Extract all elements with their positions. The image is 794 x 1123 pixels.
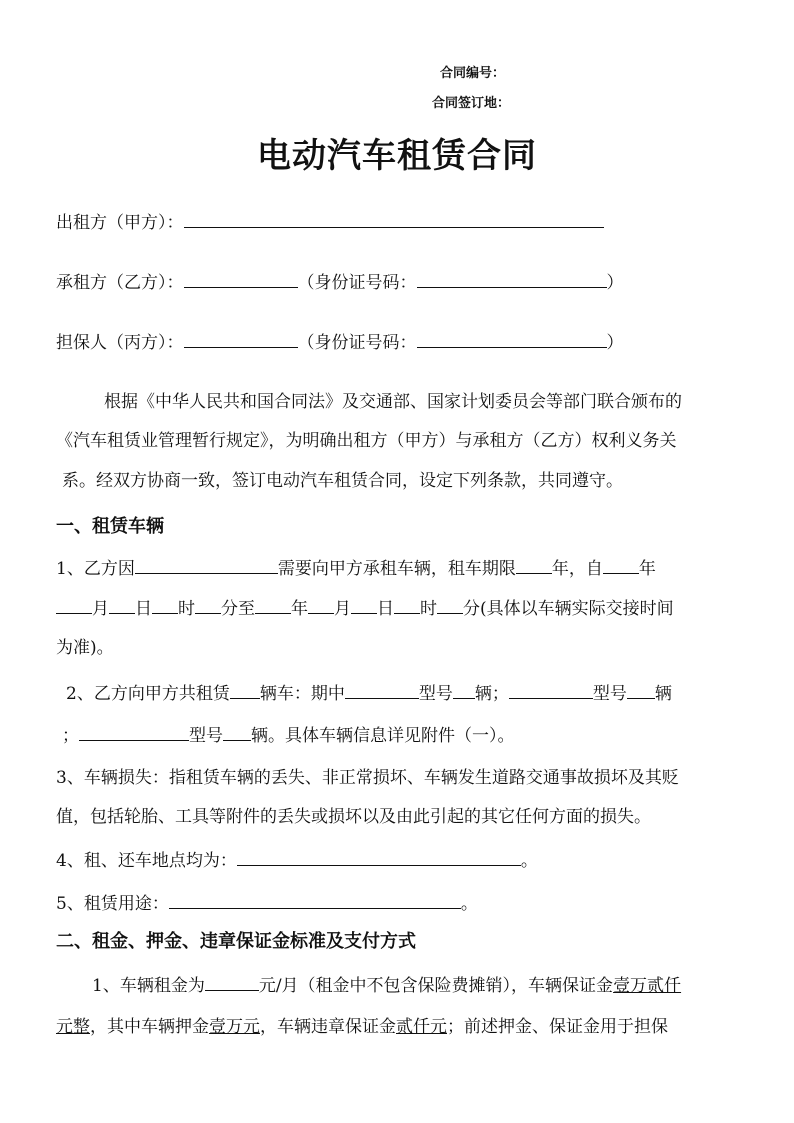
lessee-line bbox=[56, 271, 624, 294]
document-title: 电动汽车租赁合同 bbox=[257, 136, 537, 176]
blank[interactable] bbox=[109, 597, 135, 614]
blank[interactable] bbox=[230, 682, 260, 699]
id-close: ） bbox=[606, 273, 624, 293]
id-label: （身份证号码： bbox=[297, 273, 417, 293]
blank[interactable] bbox=[255, 597, 291, 614]
text-segment: 。 bbox=[460, 894, 478, 914]
clause-2-1-cont bbox=[56, 1016, 668, 1038]
blank[interactable] bbox=[453, 682, 475, 699]
text-segment: 壹万贰仟 bbox=[613, 976, 682, 996]
preamble-line: 《汽车租赁业管理暂行规定》，为明确出租方（甲方）与承租方（乙方）权利义务关 bbox=[56, 431, 677, 451]
preamble-line: 根据《中华人民共和国合同法》及交通部、国家计划委员会等部门联合颁布的 bbox=[104, 392, 682, 412]
text-segment: 型号 bbox=[592, 684, 627, 704]
text-segment: ，车辆违章保证金 bbox=[260, 1017, 396, 1037]
clause-1-2 bbox=[66, 682, 672, 705]
guarantor-label: 担保人（丙方）： bbox=[56, 333, 184, 353]
guarantor-line bbox=[56, 331, 624, 354]
clause-1-2-cont bbox=[62, 724, 515, 747]
preamble-line: 系。经双方协商一致，签订电动汽车租赁合同，设定下列条款，共同遵守。 bbox=[62, 471, 623, 491]
text-segment: 时 bbox=[178, 599, 195, 619]
blank[interactable] bbox=[223, 724, 251, 741]
text-segment: 日 bbox=[377, 599, 394, 619]
text-segment: 1、车辆租金为 bbox=[92, 976, 205, 996]
blank[interactable] bbox=[195, 597, 221, 614]
text-segment: 壹万元 bbox=[209, 1017, 260, 1037]
clause-1-1-end: 为准)。 bbox=[56, 638, 114, 658]
clause-1-1 bbox=[56, 557, 656, 580]
clause-1-5 bbox=[56, 892, 478, 915]
location-blank[interactable] bbox=[237, 849, 521, 866]
text-segment: 1、乙方因 bbox=[56, 559, 135, 579]
blank[interactable] bbox=[627, 682, 655, 699]
lessor-line bbox=[56, 211, 604, 234]
signing-place-label: 合同签订地： bbox=[432, 96, 511, 111]
section-heading: 二、租金、押金、违章保证金标准及支付方式 bbox=[56, 931, 416, 952]
text-segment: 月 bbox=[92, 599, 109, 619]
text-segment: 分至 bbox=[221, 599, 255, 619]
text-segment: 辆 bbox=[654, 684, 672, 704]
contract-number-label: 合同编号： bbox=[440, 66, 506, 81]
text-segment: 2、乙方向甲方共租赁 bbox=[66, 684, 230, 704]
lessor-blank[interactable] bbox=[184, 211, 604, 228]
text-segment: 5、租赁用途： bbox=[56, 894, 169, 914]
blank[interactable] bbox=[437, 597, 463, 614]
blank[interactable] bbox=[152, 597, 178, 614]
text-segment: 贰仟元 bbox=[396, 1017, 447, 1037]
blank[interactable] bbox=[345, 682, 419, 699]
blank[interactable] bbox=[79, 724, 189, 741]
clause-1-1-cont bbox=[56, 597, 674, 620]
term-blank[interactable] bbox=[516, 557, 552, 574]
text-segment: 元/月（租金中不包含保险费摊销），车辆保证金 bbox=[258, 976, 614, 996]
text-segment: 时 bbox=[420, 599, 437, 619]
rent-blank[interactable] bbox=[205, 974, 259, 991]
reason-blank[interactable] bbox=[135, 557, 278, 574]
lessee-id-blank[interactable] bbox=[417, 271, 607, 288]
text-segment: ，其中车辆押金 bbox=[90, 1017, 209, 1037]
section-heading: 一、租赁车辆 bbox=[56, 516, 164, 537]
text-segment: 年 bbox=[638, 559, 656, 579]
guarantor-id-blank[interactable] bbox=[417, 331, 607, 348]
text-segment: 月 bbox=[334, 599, 351, 619]
text-segment: 。 bbox=[520, 851, 538, 871]
blank[interactable] bbox=[351, 597, 377, 614]
lessor-label: 出租方（甲方）： bbox=[56, 213, 184, 233]
text-segment: 分(具体以车辆实际交接时间 bbox=[463, 599, 674, 619]
text-segment: 需要向甲方承租车辆，租车期限 bbox=[277, 559, 516, 579]
guarantor-name-blank[interactable] bbox=[184, 331, 298, 348]
lessee-name-blank[interactable] bbox=[184, 271, 298, 288]
text-segment: 型号 bbox=[189, 726, 223, 746]
text-segment: ； bbox=[62, 726, 79, 746]
blank[interactable] bbox=[509, 682, 593, 699]
text-segment: 日 bbox=[135, 599, 152, 619]
clause-2-1 bbox=[92, 974, 681, 997]
text-segment: 元整 bbox=[56, 1017, 90, 1037]
purpose-blank[interactable] bbox=[169, 892, 461, 909]
clause-1-4 bbox=[56, 849, 538, 872]
text-segment: 辆； bbox=[474, 684, 509, 704]
clause-1-3: 3、车辆损失：指租赁车辆的丢失、非正常损坏、车辆发生道路交通事故损坏及其贬 bbox=[56, 768, 679, 788]
id-close: ） bbox=[606, 333, 624, 353]
id-label: （身份证号码： bbox=[297, 333, 417, 353]
text-segment: 型号 bbox=[418, 684, 453, 704]
blank[interactable] bbox=[56, 597, 92, 614]
text-segment: 4、租、还车地点均为： bbox=[56, 851, 237, 871]
lessee-label: 承租方（乙方）： bbox=[56, 273, 184, 293]
blank[interactable] bbox=[394, 597, 420, 614]
text-segment: ；前述押金、保证金用于担保 bbox=[447, 1017, 668, 1037]
text-segment: 辆。具体车辆信息详见附件（一）。 bbox=[251, 726, 515, 746]
clause-1-3-cont: 值，包括轮胎、工具等附件的丢失或损坏以及由此引起的其它任何方面的损失。 bbox=[56, 807, 651, 827]
text-segment: 年，自 bbox=[551, 559, 603, 579]
text-segment: 年 bbox=[291, 599, 308, 619]
blank[interactable] bbox=[308, 597, 334, 614]
text-segment: 辆车：期中 bbox=[259, 684, 345, 704]
year-blank[interactable] bbox=[603, 557, 639, 574]
